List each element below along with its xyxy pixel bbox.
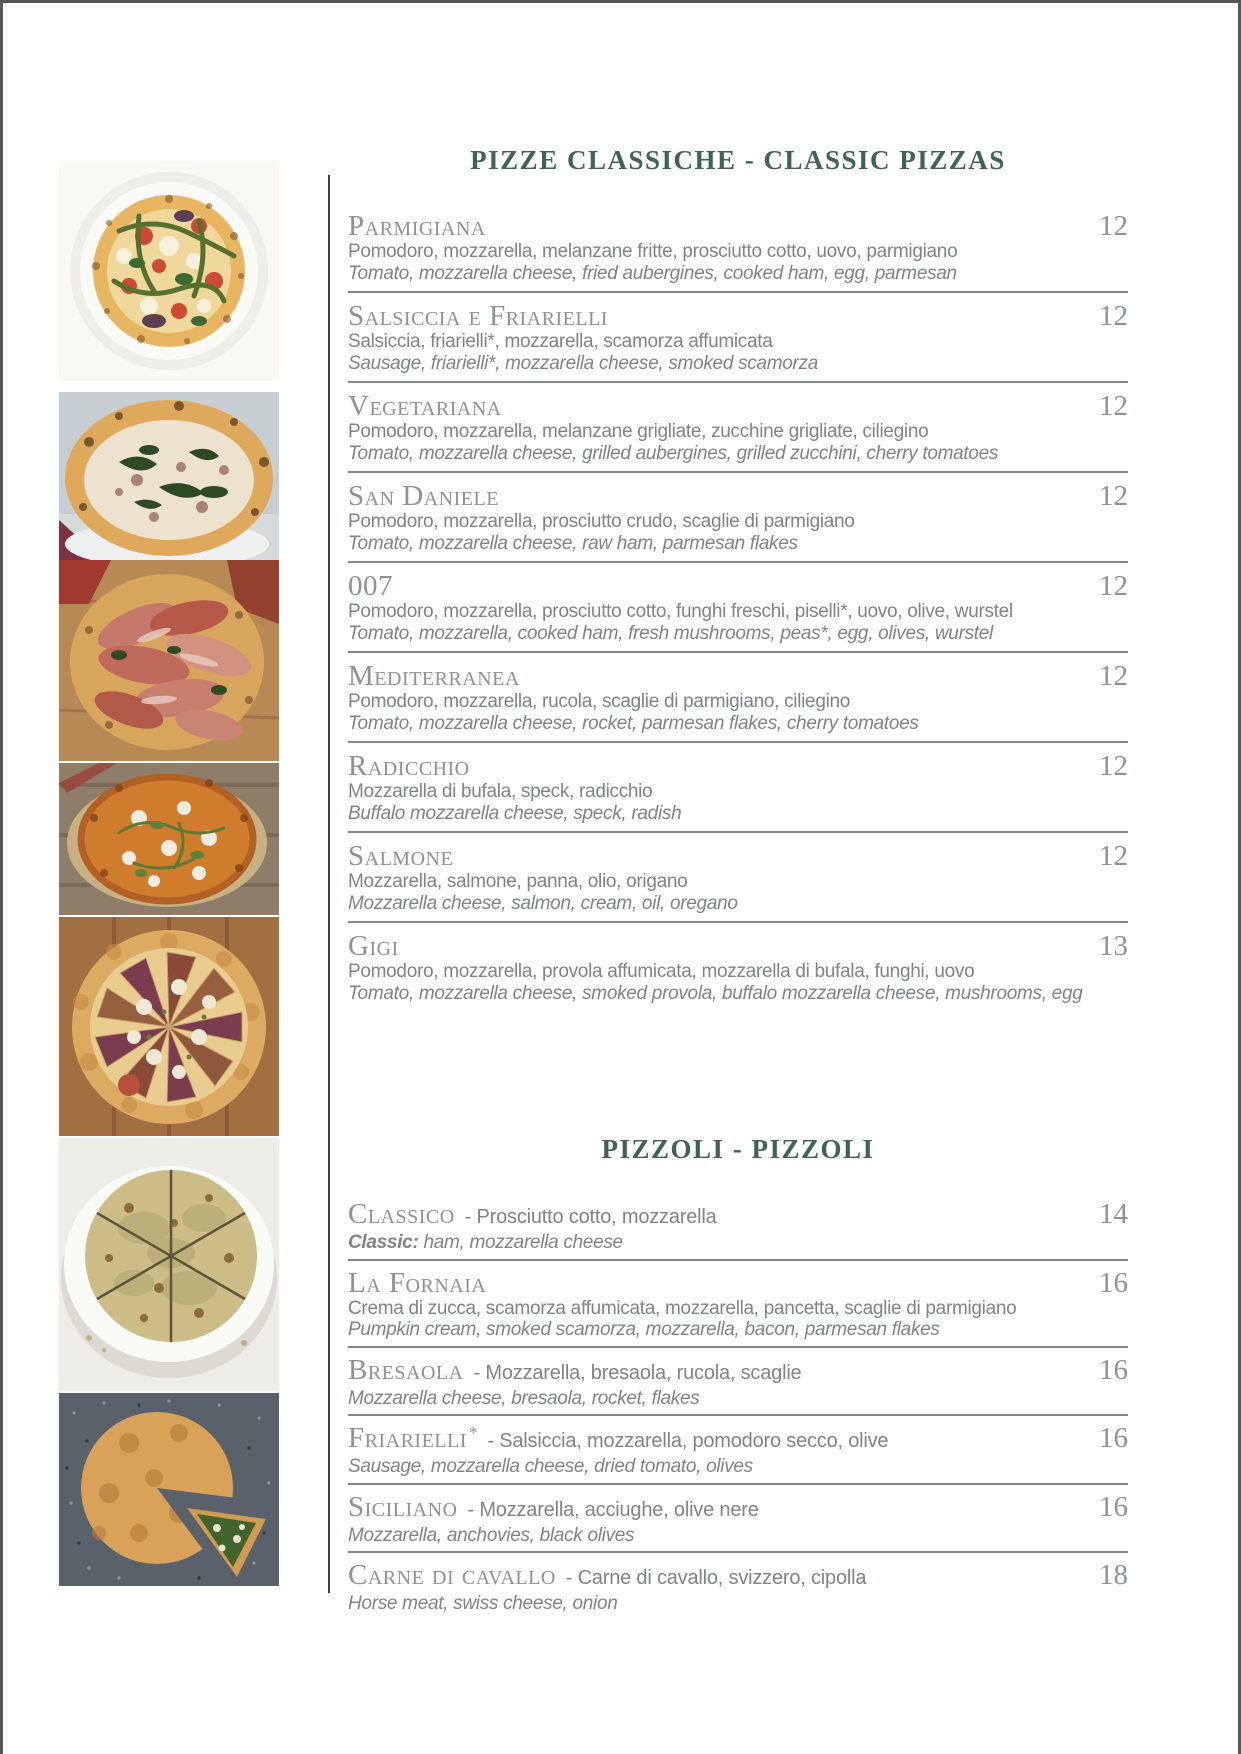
item-price: 12 — [1099, 480, 1128, 512]
item-description-english — [348, 893, 1128, 915]
menu-item-007 — [348, 563, 1128, 653]
item-inline-description: - Carne di cavallo, svizzero, cipolla — [565, 1567, 867, 1589]
item-description-italian: Salsiccia, friarielli*, mozzarella, scamorza affumicata — [348, 331, 773, 352]
item-description-italian: Pomodoro, mozzarella, prosciutto crudo, scaglie di parmigiano — [348, 511, 855, 532]
item-description-english — [348, 1525, 1128, 1547]
item-inline-description: - Salsiccia, mozzarella, pomodoro secco, olive — [487, 1430, 889, 1452]
menu-item-la-fornaia — [348, 1261, 1128, 1348]
section-title-classic: PIZZE CLASSICHE - CLASSIC PIZZAS — [470, 145, 1006, 175]
photo-rocket-cheese-pizza — [59, 763, 279, 915]
item-price: 13 — [1099, 930, 1128, 962]
item-header-row — [348, 1490, 1128, 1525]
menu-item-siciliano — [348, 1485, 1128, 1554]
item-description-english-text: Horse meat, swiss cheese, onion — [348, 1593, 618, 1614]
item-name: La Fornaia — [348, 1266, 487, 1299]
item-name: Radicchio — [348, 750, 470, 782]
item-description-english-text: Pumpkin cream, smoked scamorza, mozzarella, bacon, parmesan flakes — [348, 1319, 940, 1340]
vertical-divider — [328, 175, 330, 1593]
pizzoli-items-list — [348, 1192, 1128, 1615]
item-inline-description: - Prosciutto cotto, mozzarella — [464, 1206, 717, 1228]
photo-friarielli-pizza — [59, 392, 279, 560]
item-description-english — [348, 983, 1128, 1005]
item-header-row — [348, 482, 1128, 511]
item-header-row — [348, 932, 1128, 961]
classic-items-list — [348, 203, 1128, 1004]
item-price: 12 — [1099, 210, 1128, 242]
item-name: Gigi — [348, 930, 399, 962]
item-description-italian: Pomodoro, mozzarella, provola affumicata, mozzarella di bufala, funghi, uovo — [348, 961, 975, 982]
item-description-english — [348, 263, 1128, 285]
item-description-english-text: Tomato, mozzarella, cooked ham, fresh mushrooms, peas*, egg, olives, wurstel — [348, 622, 993, 644]
item-description-english-text: Tomato, mozzarella cheese, grilled aubergines, grilled zucchini, cherry tomatoes — [348, 442, 999, 464]
item-name: Carne di cavallo — [348, 1559, 556, 1591]
item-description-english-text: Mozzarella cheese, salmon, cream, oil, oregano — [348, 892, 738, 914]
menu-item-bresaola — [348, 1348, 1128, 1417]
photo-prosciutto-pizza — [59, 560, 279, 761]
item-description-english — [348, 353, 1128, 375]
item-name: Salmone — [348, 840, 454, 872]
item-price: 16 — [1099, 1266, 1128, 1299]
item-price: 16 — [1099, 1353, 1128, 1386]
item-description-english-text: Tomato, mozzarella cheese, rocket, parmesan flakes, cherry tomatoes — [348, 712, 919, 734]
item-description-italian: Pomodoro, mozzarella, melanzane grigliate, zucchine grigliate, ciliegino — [348, 421, 929, 442]
photo-sliced-flatbread — [59, 1138, 279, 1391]
menu-item-gigi — [348, 923, 1128, 1004]
photo-vegetable-pizza — [59, 161, 279, 381]
item-description-english-prefix: Classic: — [348, 1232, 419, 1253]
item-name: Bresaola — [348, 1353, 464, 1386]
item-header-row — [348, 752, 1128, 781]
photo-radicchio-speck-pizza — [59, 917, 279, 1136]
menu-item-classico — [348, 1192, 1128, 1261]
item-price: 12 — [1099, 300, 1128, 332]
item-name: San Daniele — [348, 480, 499, 512]
item-description-italian: Mozzarella, salmone, panna, olio, origano — [348, 871, 688, 892]
menu-item-salmone — [348, 833, 1128, 923]
menu-item-carne-di-cavallo — [348, 1553, 1128, 1615]
item-description-english-text: Mozzarella, anchovies, black olives — [348, 1524, 635, 1546]
item-header-row — [348, 1266, 1128, 1299]
menu-item-vegetariana — [348, 383, 1128, 473]
menu-item-san-daniele — [348, 473, 1128, 563]
item-description-english-text: Mozzarella cheese, bresaola, rocket, flakes — [348, 1387, 700, 1409]
item-inline-description: - Mozzarella, acciughe, olive nere — [467, 1498, 759, 1521]
item-description-english — [348, 623, 1128, 645]
item-description-english — [348, 1593, 1128, 1615]
item-description-english-text: Sausage, mozzarella cheese, dried tomato, olives — [348, 1456, 753, 1477]
item-name: Salsiccia e Friarielli — [348, 300, 608, 332]
menu-item-parmigiana — [348, 203, 1128, 293]
item-header-row — [348, 302, 1128, 331]
item-price: 14 — [1099, 1198, 1128, 1230]
item-header-row — [348, 572, 1128, 601]
item-description-english-text: Sausage, friarielli*, mozzarella cheese, smoked scamorza — [348, 352, 819, 374]
menu-item-salsiccia-e-friarielli — [348, 293, 1128, 383]
item-header-row — [348, 1424, 1128, 1456]
item-header-row — [348, 212, 1128, 241]
item-description-italian: Crema di zucca, scamorza affumicata, mozzarella, pancetta, scaglie di parmigiano — [348, 1297, 1017, 1319]
item-description-english — [348, 1388, 1128, 1410]
item-name: Parmigiana — [348, 210, 486, 242]
menu-item-friarielli — [348, 1416, 1128, 1485]
item-description-english — [348, 1456, 1128, 1478]
item-name: 007 — [348, 570, 393, 602]
item-description-english-text: Tomato, mozzarella cheese, fried aubergines, cooked ham, egg, parmesan — [348, 262, 957, 284]
item-description-english — [348, 443, 1128, 465]
item-inline-description: - Mozzarella, bresaola, rucola, scaglie — [473, 1361, 802, 1384]
item-description-italian: Pomodoro, mozzarella, melanzane fritte, prosciutto cotto, uovo, parmigiano — [348, 241, 958, 262]
section-title-pizzoli: PIZZOLI - PIZZOLI — [601, 1134, 875, 1164]
item-name: Vegetariana — [348, 390, 502, 422]
item-price: 16 — [1099, 1422, 1128, 1454]
item-price: 12 — [1099, 660, 1128, 692]
menu-content — [348, 143, 1128, 1615]
item-name: Classico — [348, 1198, 455, 1230]
item-description-italian: Pomodoro, mozzarella, prosciutto cotto, funghi freschi, piselli*, uovo, olive, wurstel — [348, 601, 1013, 622]
item-description-italian: Mozzarella di bufala, speck, radicchio — [348, 781, 653, 802]
item-price: 12 — [1099, 750, 1128, 782]
menu-item-radicchio — [348, 743, 1128, 833]
item-price: 12 — [1099, 390, 1128, 422]
item-price: 12 — [1099, 570, 1128, 602]
item-price: 16 — [1099, 1490, 1128, 1523]
item-header-row — [348, 662, 1128, 691]
item-description-english-text: Tomato, mozzarella cheese, smoked provola, buffalo mozzarella cheese, mushrooms, egg — [348, 982, 1083, 1004]
item-description-english-text: Buffalo mozzarella cheese, speck, radish — [348, 802, 682, 824]
item-description-italian: Pomodoro, mozzarella, rucola, scaglie di parmigiano, ciliegino — [348, 691, 851, 712]
item-name: Siciliano — [348, 1490, 458, 1523]
item-description-english-text: ham, mozzarella cheese — [423, 1232, 623, 1253]
item-name: Mediterranea — [348, 660, 520, 692]
item-header-row — [348, 1200, 1128, 1232]
item-price: 12 — [1099, 840, 1128, 872]
item-description-english — [348, 713, 1128, 735]
section-classic-pizzas — [348, 143, 1128, 1004]
item-description-english — [348, 1232, 1128, 1254]
item-header-row — [348, 1561, 1128, 1593]
item-description-english — [348, 803, 1128, 825]
item-description-english — [348, 533, 1128, 555]
item-description-english-text: Tomato, mozzarella cheese, raw ham, parmesan flakes — [348, 532, 798, 554]
item-price: 18 — [1099, 1559, 1128, 1591]
photo-pizzolo-cut-wedge — [59, 1393, 279, 1586]
item-description-english — [348, 1319, 1128, 1341]
menu-item-mediterranea — [348, 653, 1128, 743]
item-header-row — [348, 392, 1128, 421]
item-header-row — [348, 1353, 1128, 1388]
item-name: Friarielli — [348, 1422, 467, 1454]
item-asterisk: * — [468, 1423, 478, 1442]
section-pizzoli — [348, 1132, 1128, 1615]
item-header-row — [348, 842, 1128, 871]
